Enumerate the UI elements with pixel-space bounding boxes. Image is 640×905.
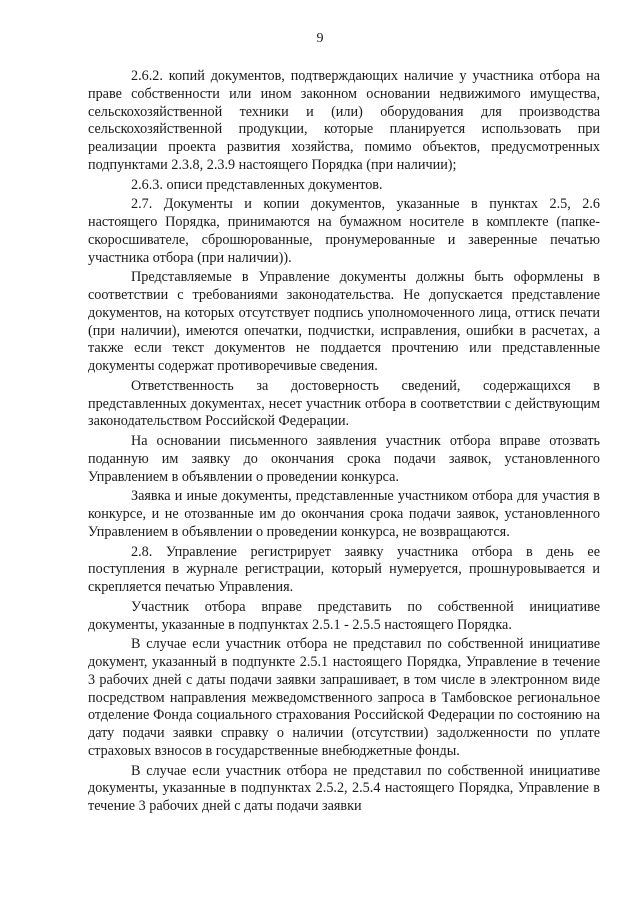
document-body bbox=[88, 68, 600, 816]
paragraph-2-8: 2.8. Управление регистрирует заявку участника отбора в день ее поступления в журнале регистрации, который нумеруется, прошнуровывается и скрепляется печатью Управления. bbox=[88, 543, 600, 595]
paragraph-2-6-2: 2.6.2. копий документов, подтверждающих наличие у участника отбора на праве собственности или ином законном основании недвижимого имущества, сельскохозяйственной техники и (или) оборудования для производства сельскохозяйственной продукции, которые планируется использовать при реализации проекта развития хозяйства, помимо объектов, предусмотренных подпунктами 2.3.8, 2.3.9 настоящего Порядка (при наличии); bbox=[88, 68, 600, 173]
paragraph-no-return: Заявка и иные документы, представленные участником отбора для участия в конкурсе, и не отозванные им до окончания срока подачи заявок, установленного Управлением в объявлении о проведении конкурса, не возвращаются. bbox=[88, 488, 600, 540]
paragraph-2-6-3: 2.6.3. описи представленных документов. bbox=[131, 176, 383, 193]
paragraph-own-initiative: Участник отбора вправе представить по собственной инициативе документы, указанные в подпунктах 2.5.1 - 2.5.5 настоящего Порядка. bbox=[88, 598, 600, 633]
paragraph-responsibility: Ответственность за достоверность сведений, содержащихся в представленных документах, несет участник отбора в соответствии с действующим законодательством Российской Федерации. bbox=[88, 377, 600, 430]
paragraph-2-7: 2.7. Документы и копии документов, указанные в пунктах 2.5, 2.6 настоящего Порядка, принимаются на бумажном носителе в комплекте (папке-скоросшивателе, сброшюрованные, пронумерованные и заверенные печатью участника отбора (при наличии)). bbox=[88, 196, 600, 266]
paragraph-withdrawal: На основании письменного заявления участник отбора вправе отозвать поданную им заявку до окончания срока подачи заявок, установленного Управлением в объявлении о проведении конкурса. bbox=[88, 433, 600, 485]
page-number: 9 bbox=[316, 31, 324, 46]
paragraph-request-2-5-2: В случае если участник отбора не представил по собственной инициативе документы, указанные в подпунктах 2.5.2, 2.5.4 настоящего Порядка, Управление в течение 3 рабочих дней с даты подачи заявки bbox=[88, 762, 600, 814]
paragraph-requirements: Представляемые в Управление документы должны быть оформлены в соответствии с требованиями законодательства. Не допускается представление документов, на которых отсутствует подпись уполномоченного лица, оттиск печати (при наличии), имеются опечатки, подчистки, исправления, ошибки в расчетах, а также если текст документов не поддается прочтению или представленные документы содержат противоречивые сведения. bbox=[88, 269, 600, 374]
paragraph-request-2-5-1: В случае если участник отбора не представил по собственной инициативе документ, указанный в подпункте 2.5.1 настоящего Порядка, Управление в течение 3 рабочих дней с даты подачи заявки запрашивает, в том числе в электронном виде посредством направления межведомственного запроса в Тамбовское региональное отделение Фонда социального страхования Российской Федерации по состоянию на дату подачи заявки справку о наличии (отсутствии) задолженности по уплате страховых взносов в государственные внебюджетные фонды. bbox=[88, 636, 600, 759]
